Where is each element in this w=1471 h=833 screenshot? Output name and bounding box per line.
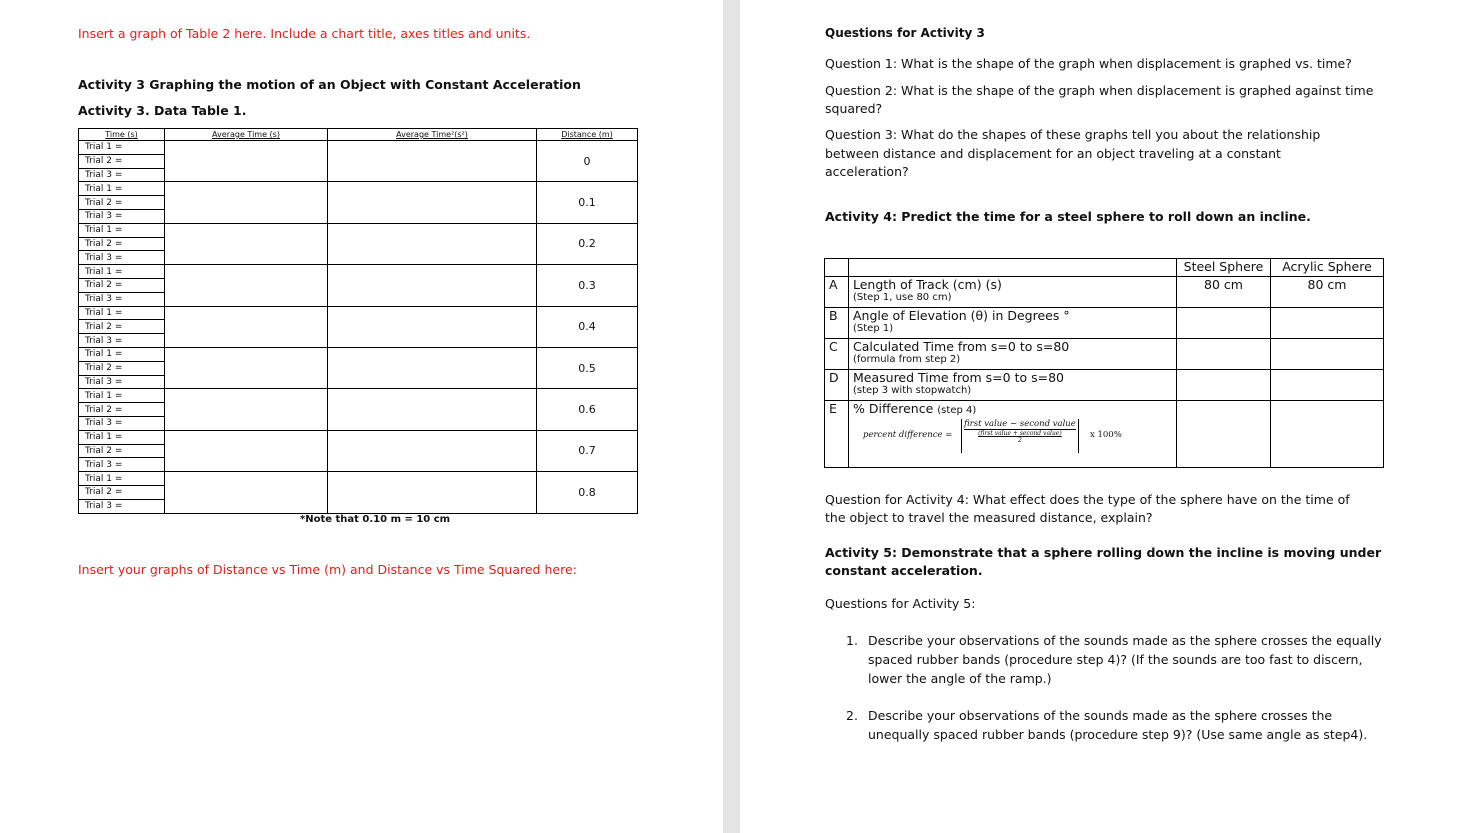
activity4-title: Activity 4: Predict the time for a steel sphere to roll down an incline. xyxy=(825,209,1311,224)
row-sub: (Step 1, use 80 cm) xyxy=(853,292,952,303)
act4-row xyxy=(825,277,1384,308)
col-distance: Distance (m) xyxy=(537,129,638,141)
list-item xyxy=(846,706,1386,766)
trial-label: Trial 3 = xyxy=(79,334,165,348)
distance-cell: 0.7 xyxy=(537,430,638,471)
table-title: Activity 3. Data Table 1. xyxy=(78,103,247,118)
formula-numerator: first value − second value xyxy=(964,419,1076,429)
distance-cell: 0.3 xyxy=(537,265,638,306)
table-row xyxy=(79,182,638,196)
cell-steel xyxy=(1177,308,1271,339)
avg-time-cell xyxy=(165,306,328,347)
avg-time-cell xyxy=(165,430,328,471)
cell-acrylic: 80 cm xyxy=(1271,277,1384,308)
col-avg-time-sq: Average Time²(s²) xyxy=(328,129,537,141)
trial-label: Trial 3 = xyxy=(79,209,165,223)
trial-label: Trial 3 = xyxy=(79,168,165,182)
table-row xyxy=(79,265,638,279)
trial-label: Trial 2 = xyxy=(79,154,165,168)
question-1: Question 1: What is the shape of the graph when displacement is graphed vs. time? xyxy=(825,56,1352,71)
trial-label: Trial 1 = xyxy=(79,472,165,486)
distance-cell: 0.6 xyxy=(537,389,638,430)
cell-steel xyxy=(1177,339,1271,370)
avg-time-cell xyxy=(165,389,328,430)
act4-row xyxy=(825,339,1384,370)
table-body xyxy=(79,141,638,514)
list-text: Describe your observations of the sounds made as the sphere crosses the equally spaced rubber bands (procedure step 4)? (If the sounds are too fast to discern, lower the angle of the ramp.) xyxy=(868,633,1382,686)
trial-label: Trial 3 = xyxy=(79,251,165,265)
formula-fraction xyxy=(961,419,1079,453)
cell-steel: 80 cm xyxy=(1177,277,1271,308)
trial-label: Trial 3 = xyxy=(79,416,165,430)
header-acrylic: Acrylic Sphere xyxy=(1271,259,1384,277)
formula-rhs: x 100% xyxy=(1090,430,1122,440)
table-row xyxy=(79,472,638,486)
row-label: Calculated Time from s=0 to s=80 xyxy=(853,339,1070,354)
formula-lhs: percent difference = xyxy=(863,430,953,440)
trial-label: Trial 3 = xyxy=(79,458,165,472)
questions5-title: Questions for Activity 5: xyxy=(825,596,976,611)
row-label: Angle of Elevation (θ) in Degrees ° xyxy=(853,308,1070,323)
distance-cell: 0.1 xyxy=(537,182,638,223)
row-letter: D xyxy=(825,370,849,401)
avg-time-cell xyxy=(165,182,328,223)
graph-instruction: Insert a graph of Table 2 here. Include a chart title, axes titles and units. xyxy=(78,26,531,41)
table-row xyxy=(79,223,638,237)
cell-acrylic xyxy=(1271,370,1384,401)
row-letter: B xyxy=(825,308,849,339)
row-label: Length of Track (cm) (s) xyxy=(853,277,1002,292)
trial-label: Trial 3 = xyxy=(79,499,165,513)
question-2: Question 2: What is the shape of the graph when displacement is graphed against time squared? xyxy=(825,83,1374,116)
trial-label: Trial 2 = xyxy=(79,403,165,417)
row-label: Measured Time from s=0 to s=80 xyxy=(853,370,1064,385)
row-sub: (Step 1) xyxy=(853,323,894,334)
act4-row-difference xyxy=(825,401,1384,468)
row-sub: (step 4) xyxy=(937,405,977,416)
trial-label: Trial 1 = xyxy=(79,306,165,320)
trial-label: Trial 3 = xyxy=(79,375,165,389)
distance-cell: 0.5 xyxy=(537,347,638,388)
avg-time-sq-cell xyxy=(328,430,537,471)
avg-time-cell xyxy=(165,347,328,388)
trial-label: Trial 2 = xyxy=(79,237,165,251)
formula-denominator: (first value + second value) xyxy=(978,430,1062,437)
trial-label: Trial 2 = xyxy=(79,278,165,292)
list-text: Describe your observations of the sounds made as the sphere crosses the unequally spaced rubber bands (procedure step 9)? (Use same angle as step4). xyxy=(868,708,1368,742)
row-letter: C xyxy=(825,339,849,370)
table-row xyxy=(79,389,638,403)
distance-cell: 0.4 xyxy=(537,306,638,347)
table-row xyxy=(79,306,638,320)
percent-difference-formula xyxy=(853,419,1176,459)
table-row xyxy=(79,141,638,155)
questions3-title: Questions for Activity 3 xyxy=(825,26,985,40)
graphs-instruction: Insert your graphs of Distance vs Time (m) and Distance vs Time Squared here: xyxy=(78,562,577,577)
trial-label: Trial 1 = xyxy=(79,265,165,279)
activity3-title: Activity 3 Graphing the motion of an Object with Constant Acceleration xyxy=(78,77,581,92)
trial-label: Trial 2 = xyxy=(79,485,165,499)
distance-cell: 0.2 xyxy=(537,223,638,264)
avg-time-sq-cell xyxy=(328,306,537,347)
list-number: 2. xyxy=(846,708,858,723)
activity5-title: Activity 5: Demonstrate that a sphere rolling down the incline is moving under constant acceleration. xyxy=(825,545,1382,578)
data-table xyxy=(78,128,638,514)
row-label: % Difference xyxy=(853,401,934,416)
trial-label: Trial 1 = xyxy=(79,389,165,403)
avg-time-sq-cell xyxy=(328,182,537,223)
col-time: Time (s) xyxy=(79,129,165,141)
cell-acrylic xyxy=(1271,401,1384,468)
trial-label: Trial 2 = xyxy=(79,320,165,334)
trial-label: Trial 2 = xyxy=(79,444,165,458)
note: *Note that 0.10 m = 10 cm xyxy=(300,514,451,525)
avg-time-cell xyxy=(165,472,328,513)
avg-time-sq-cell xyxy=(328,141,537,182)
col-avg-time: Average Time (s) xyxy=(165,129,328,141)
act4-row xyxy=(825,370,1384,401)
trial-label: Trial 2 = xyxy=(79,361,165,375)
table-header-row xyxy=(79,129,638,141)
row-letter: A xyxy=(825,277,849,308)
trial-label: Trial 1 = xyxy=(79,141,165,155)
trial-label: Trial 1 = xyxy=(79,430,165,444)
list-number: 1. xyxy=(846,633,858,648)
avg-time-cell xyxy=(165,265,328,306)
row-sub: (formula from step 2) xyxy=(853,354,961,365)
act4-header-row xyxy=(825,259,1384,277)
cell-acrylic xyxy=(1271,339,1384,370)
formula-denominator-2: 2 xyxy=(1017,437,1022,444)
trial-label: Trial 1 = xyxy=(79,223,165,237)
act4-row xyxy=(825,308,1384,339)
trial-label: Trial 1 = xyxy=(79,347,165,361)
distance-cell: 0.8 xyxy=(537,472,638,513)
table-row xyxy=(79,430,638,444)
question-activity4: Question for Activity 4: What effect does the type of the sphere have on the time of the object to travel the measured distance, explain? xyxy=(825,492,1350,525)
list-item xyxy=(846,631,1386,691)
avg-time-cell xyxy=(165,141,328,182)
avg-time-sq-cell xyxy=(328,472,537,513)
trial-label: Trial 1 = xyxy=(79,182,165,196)
trial-label: Trial 2 = xyxy=(79,196,165,210)
cell-steel xyxy=(1177,401,1271,468)
row-sub: (step 3 with stopwatch) xyxy=(853,385,972,396)
avg-time-sq-cell xyxy=(328,265,537,306)
avg-time-cell xyxy=(165,223,328,264)
distance-cell: 0 xyxy=(537,141,638,182)
left-page xyxy=(0,0,723,833)
question-3: Question 3: What do the shapes of these graphs tell you about the relationship between distance and displacement for an object traveling at a constant acceleration? xyxy=(825,127,1321,179)
cell-acrylic xyxy=(1271,308,1384,339)
table-row xyxy=(79,347,638,361)
avg-time-sq-cell xyxy=(328,389,537,430)
row-letter: E xyxy=(825,401,849,468)
header-steel: Steel Sphere xyxy=(1177,259,1271,277)
avg-time-sq-cell xyxy=(328,347,537,388)
avg-time-sq-cell xyxy=(328,223,537,264)
cell-steel xyxy=(1177,370,1271,401)
activity4-table xyxy=(824,258,1384,468)
trial-label: Trial 3 = xyxy=(79,292,165,306)
